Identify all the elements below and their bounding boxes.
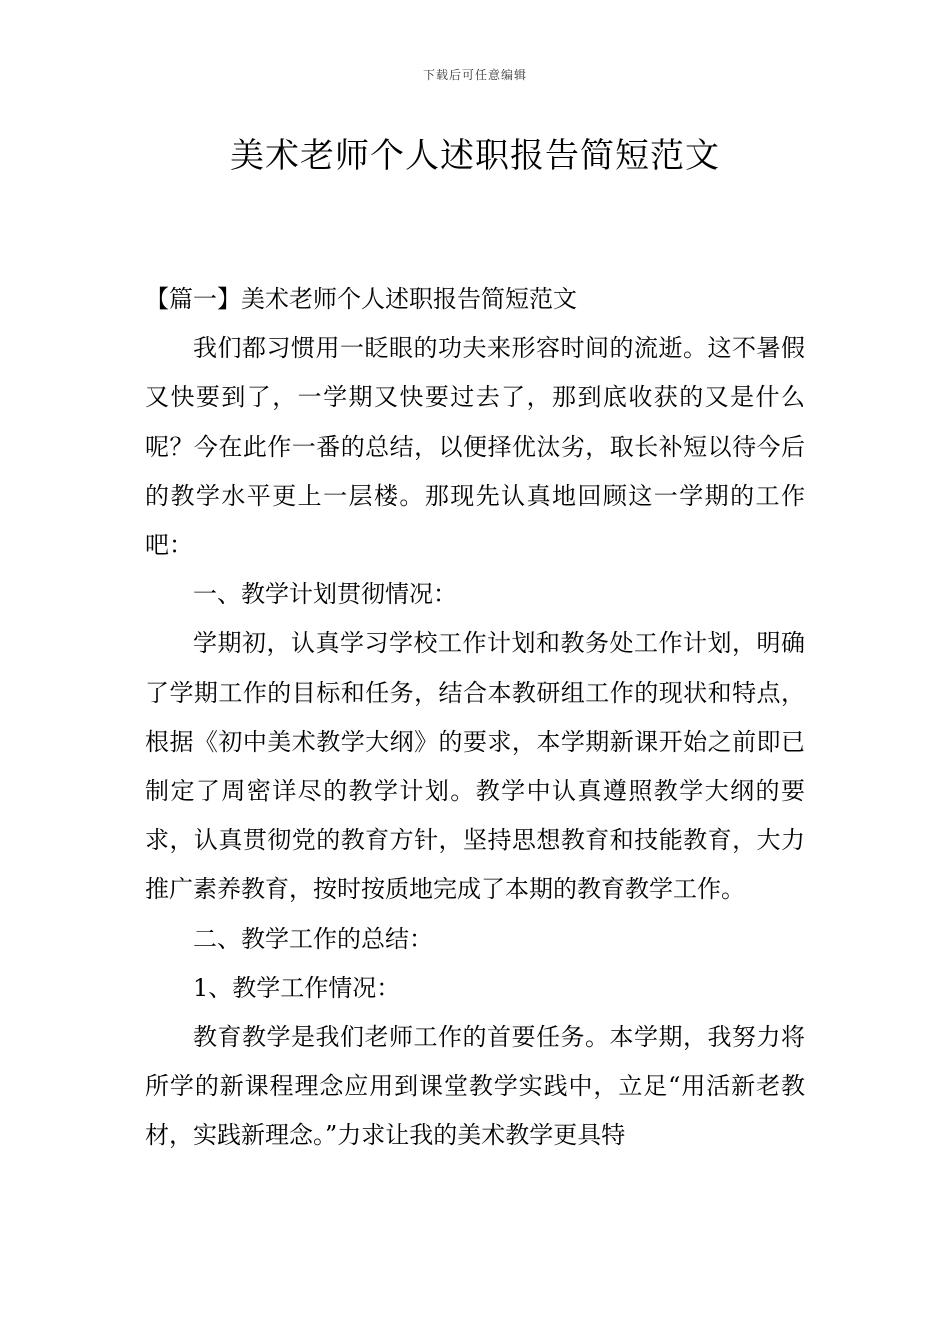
document-title: 美术老师个人述职报告简短范文 [230,136,720,176]
paragraph-teaching-plan: 学期初，认真学习学校工作计划和教务处工作计划，明确了学期工作的目标和任务，结合本教研组工作的现状和特点，根据《初中美术教学大纲》的要求，本学期新课开始之前即已制定了周密详尽的教学计划。教学中认真遵照教学大纲的要求，认真贯彻党的教育方针，坚持思想教育和技能教育，大力推广素养教育，按时按质地完成了本期的教育教学工作。 [145,629,805,904]
subheading-teaching-plan: 一、教学计划贯彻情况： [193,580,457,609]
section-heading: 【篇一】美术老师个人述职报告简短范文 [145,285,577,313]
subheading-teaching-summary: 二、教学工作的总结： [193,924,433,953]
document-body [145,275,805,1161]
subheading-teaching-status: 1、教学工作情况： [193,973,401,1002]
header-note: 下载后可任意编辑 [422,68,527,82]
paragraph-intro: 我们都习惯用一眨眼的功夫来形容时间的流逝。这不暑假又快要到了，一学期又快要过去了，那到底收获的又是什么呢？今在此作一番的总结，以便择优汰劣，取长补短以待今后的教学水平更上一层楼。那现先认真地回顾这一学期的工作吧： [145,334,805,560]
paragraph-teaching-status: 教育教学是我们老师工作的首要任务。本学期，我努力将所学的新课程理念应用到课堂教学实践中，立足“用活新老教材，实践新理念。”力求让我的美术教学更具特 [145,1023,805,1150]
